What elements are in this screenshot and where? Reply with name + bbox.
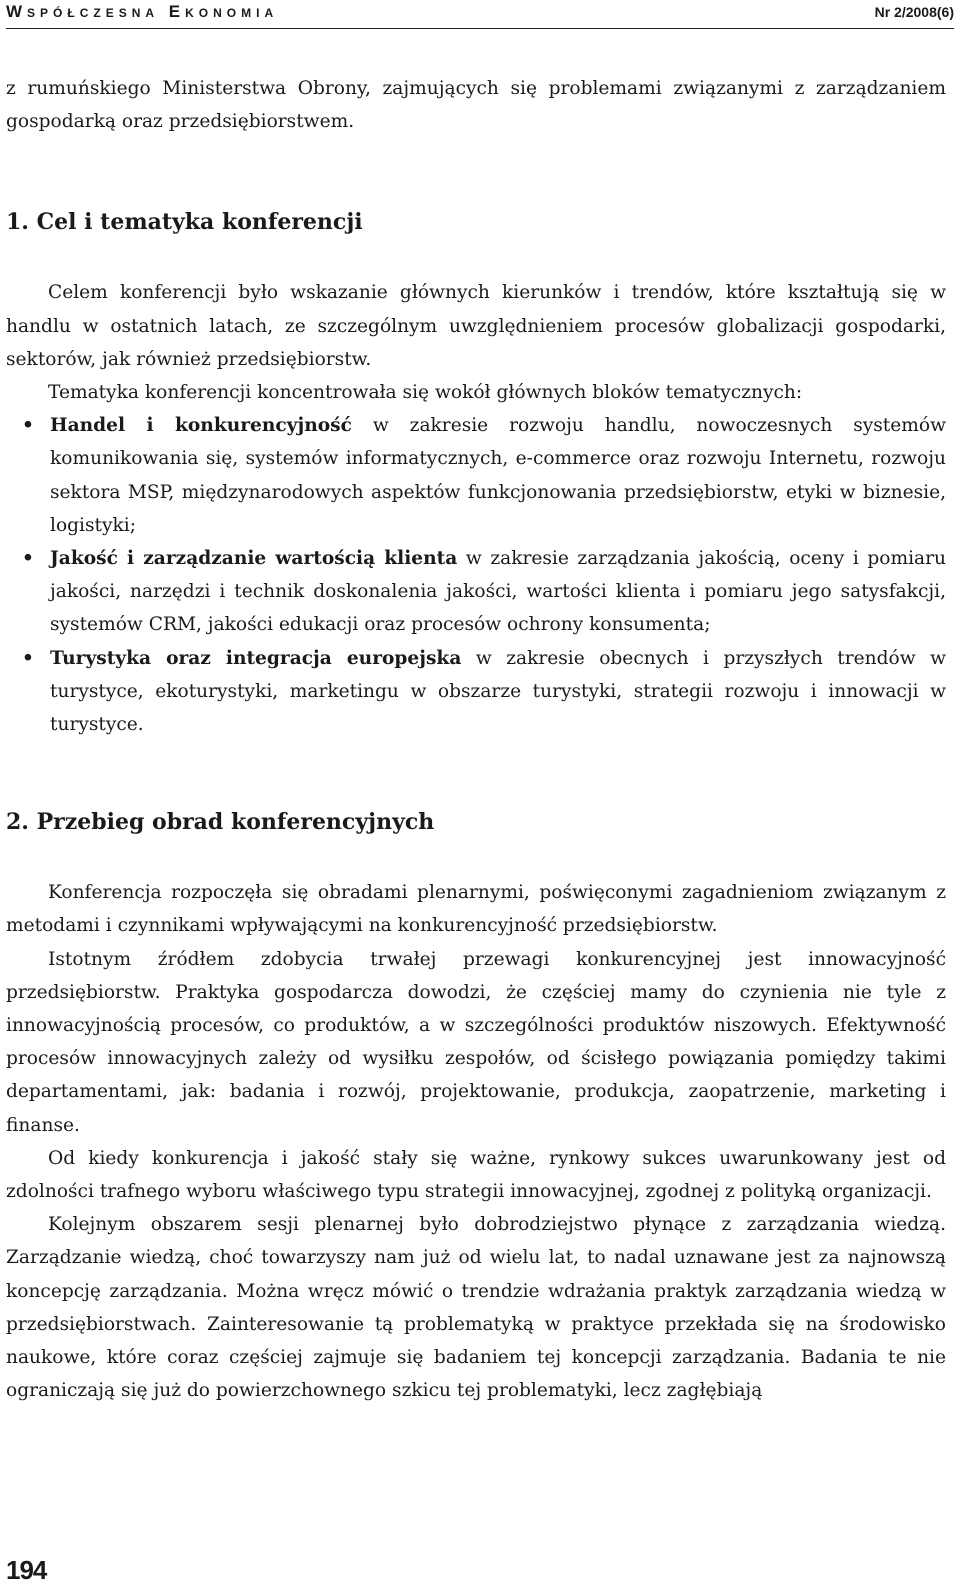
article-body [6,72,946,1408]
running-header [6,0,954,29]
section1-paragraph-2: Tematyka konferencji koncentrowała się wokół głównych bloków tematycznych: [48,382,803,404]
topic-list [6,409,946,741]
list-item [6,409,946,542]
section2-paragraph-1: Konferencja rozpoczęła się obradami plenarnymi, poświęconymi zagadnieniom związanym z metodami i czynnikami wpływającymi na konkurencyjność przedsiębiorstw. [6,882,946,937]
issue-number: Nr 2/2008(6) [874,4,954,20]
bullet-icon: • [22,415,34,437]
section1-paragraph-1: Celem konferencji było wskazanie głównych kierunków i trendów, które kształtują się w handlu w ostatnich latach, ze szczególnym uwzględnieniem procesów globalizacji gospodarki, sektorów, jak również przedsiębiorstw. [6,282,946,370]
page-number: 194 [6,1555,47,1585]
list-item [6,542,946,642]
intro-paragraph: z rumuńskiego Ministerstwa Obrony, zajmujących się problemami związanymi z zarządzaniem gospodarką oraz przedsiębiorstwem. [6,78,946,133]
section2-paragraph-2: Istotnym źródłem zdobycia trwałej przewagi konkurencyjnej jest innowacyjność przedsiębiorstw. Praktyka gospodarcza dowodzi, że częściej mamy do czynienia nie tyle z innowacyjnością procesów, co produktów, a w szczególności produktów niszowych. Efektywność procesów innowacyjnych zależy od wysiłku zespołów, od ścisłego powiązania pomiędzy takimi departamentami, jak: badania i rozwój, projektowanie, produkcja, zaopatrzenie, marketing i finanse. [6,948,946,1136]
topic-title: Turystyka oraz integracja europejska [50,647,462,669]
topic-description: w zakresie rozwoju handlu, nowoczesnych systemów komunikowania się, systemów informatycznych, e-commerce oraz rozwoju Internetu, rozwoju sektora MSP, międzynarodowych aspektów funkcjonowania przedsiębiorstw, etyki w biznesie, logistyki; [50,415,946,536]
topic-title: Jakość i zarządzanie wartością klienta [50,548,458,570]
topic-description: w zakresie obecnych i przyszłych trendów w turystyce, ekoturystyki, marketingu w obszarze turystyki, strategii rozwoju i innowacji w turystyce. [50,647,947,736]
bullet-icon: • [22,548,34,570]
topic-description: w zakresie zarządzania jakością, oceny i pomiaru jakości, narzędzi i technik doskonalenia jakości, wartości klienta i pomiaru jego satysfakcji, systemów CRM, jakości edukacji oraz procesów ochrony konsumenta; [50,548,946,636]
section2-paragraph-4: Kolejnym obszarem sesji plenarnej było dobrodziejstwo płynące z zarządzania wiedzą. Zarządzanie wiedzą, choć towarzyszy nam już od wielu lat, to nadal uznawane jest za najnowszą koncepcję zarządzania. Można wręcz mówić o trendzie wdrażania praktyk zarządzania wiedzą w przedsiębiorstwach. Zainteresowanie tą problematyką w praktyce przekłada się na środowisko naukowe, które coraz częściej zajmuje się badaniem tej koncepcji zarządzania. Badania te nie ograniczają się już do powierzchownego szkicu tej problematyki, lecz zagłębiają [6,1214,946,1402]
section2-paragraph-3: Od kiedy konkurencja i jakość stały się ważne, rynkowy sukces uwarunkowany jest od zdolności trafnego wyboru właściwego typu strategii innowacyjnej, zgodnej z polityką organizacji. [6,1147,946,1203]
section-heading-2: 2. Przebieg obrad konferencyjnych [6,809,435,836]
bullet-icon: • [22,647,34,669]
topic-title: Handel i konkurencyjność [50,415,352,437]
list-item [6,642,946,742]
section-heading-1: 1. Cel i tematyka konferencji [6,209,363,236]
journal-name: Współczesna Ekonomia [6,2,279,21]
